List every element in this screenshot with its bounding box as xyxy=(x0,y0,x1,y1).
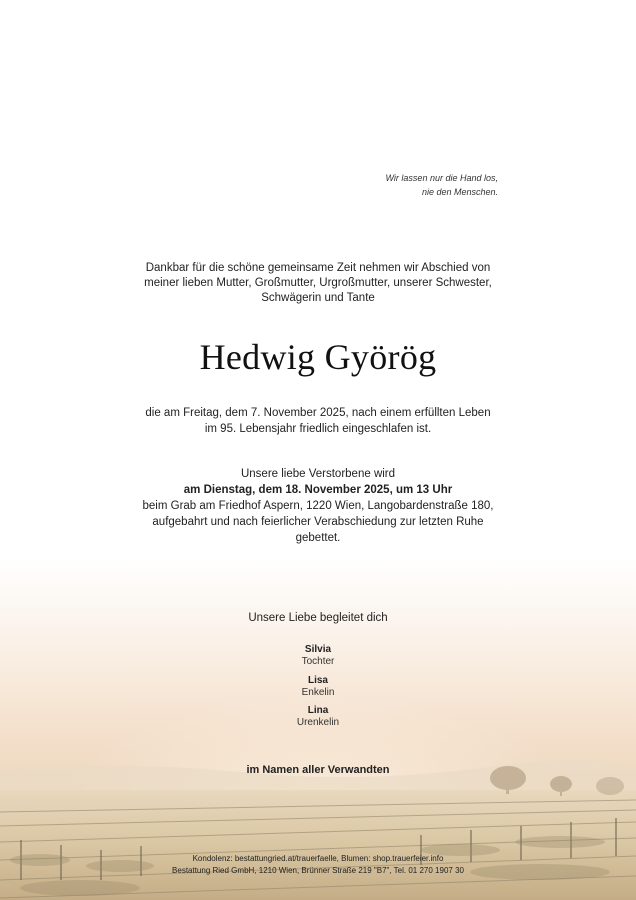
passing-line-2: im 95. Lebensjahr friedlich eingeschlafen ist. xyxy=(204,422,432,435)
intro-text xyxy=(0,261,636,306)
funeral-line-5: gebettet. xyxy=(295,532,341,544)
funeral-line-1: Unsere liebe Verstorbene wird xyxy=(240,468,396,480)
footer-line-1: Kondolenz: bestattungried.at/trauerfaelle, Blumen: shop.trauerfeier.info xyxy=(192,854,444,863)
mourner-entry xyxy=(0,644,636,667)
footer xyxy=(0,853,636,877)
mourner-relation: Tochter xyxy=(301,656,335,667)
intro-line-2: meiner lieben Mutter, Großmutter, Urgroßmutter, unserer Schwester, xyxy=(144,277,492,289)
passing-line-1: die am Freitag, dem 7. November 2025, nach einem erfüllten Leben xyxy=(145,407,491,419)
intro-line-3: Schwägerin und Tante xyxy=(261,292,375,304)
quote xyxy=(386,171,498,199)
love-line: Unsere Liebe begleitet dich xyxy=(248,612,388,624)
intro-line-1: Dankbar für die schöne gemeinsame Zeit nehmen wir Abschied von xyxy=(145,262,491,274)
quote-line-1: Wir lassen nur die Hand los, xyxy=(385,173,498,183)
quote-line-2: nie den Menschen. xyxy=(421,187,498,197)
footer-line-2: Bestattung Ried GmbH, 1210 Wien, Brünner Straße 219 "B7", Tel. 01 270 1907 30 xyxy=(172,866,464,875)
deceased-name: Hedwig Györög xyxy=(199,337,437,377)
mourner-name: Lisa xyxy=(307,675,328,686)
funeral-details xyxy=(0,466,636,546)
funeral-line-3: beim Grab am Friedhof Aspern, 1220 Wien, Langobardenstraße 180, xyxy=(142,500,494,512)
funeral-line-4: aufgebahrt und nach feierlicher Verabschiedung zur letzten Ruhe xyxy=(152,516,484,528)
passing-text xyxy=(0,406,636,437)
mourner-relation: Enkelin xyxy=(301,687,335,698)
funeral-date-time: am Dienstag, dem 18. November 2025, um 13 Uhr xyxy=(183,484,453,496)
relatives-line: im Namen aller Verwandten xyxy=(246,764,390,776)
mourner-entry xyxy=(0,705,636,728)
mourner-entry xyxy=(0,675,636,698)
mourner-relation: Urenkelin xyxy=(296,717,340,728)
mourner-name: Lina xyxy=(307,705,329,716)
mourner-name: Silvia xyxy=(304,644,332,655)
